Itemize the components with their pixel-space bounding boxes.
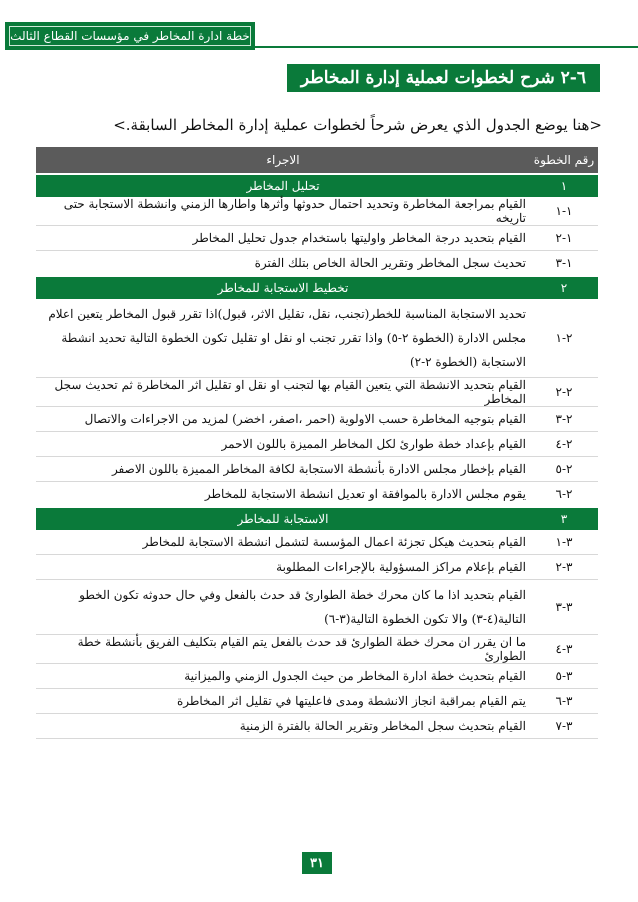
step-number: ٢-٢ [530, 378, 598, 407]
phase-number: ١ [530, 174, 598, 197]
phase-row [36, 507, 598, 530]
step-number: ٢-٦ [530, 482, 598, 508]
table-row [36, 226, 598, 251]
table-row [36, 635, 598, 664]
table-row [36, 251, 598, 277]
table-row [36, 580, 598, 635]
step-number: ٢-٥ [530, 457, 598, 482]
header-procedure: الاجراء [36, 147, 530, 174]
header-title: خطة ادارة المخاطر في مؤسسات القطاع الثالث [9, 26, 251, 46]
step-number: ٢-٣ [530, 407, 598, 432]
table-row [36, 714, 598, 739]
step-number: ٣-٦ [530, 689, 598, 714]
header-rule [253, 46, 638, 48]
steps-table [36, 147, 598, 739]
step-text: القيام بتحديد الانشطة التي يتعين القيام بها لتجنب او نقل او تقليل اثر المخاطرة ثم تحديث سجل المخاطر [36, 378, 530, 407]
header-title-box [5, 22, 255, 50]
step-number: ٢-١ [530, 299, 598, 378]
phase-row [36, 276, 598, 299]
step-text: تحديث سجل المخاطر وتقرير الحالة الخاص بتلك الفترة [36, 251, 530, 277]
phase-title: تحليل المخاطر [36, 174, 530, 197]
table-row [36, 555, 598, 580]
phase-title: تخطيط الاستجابة للمخاطر [36, 276, 530, 299]
section-title: ٦-٢ شرح لخطوات لعملية إدارة المخاطر [287, 64, 600, 92]
table-row [36, 664, 598, 689]
phase-number: ٢ [530, 276, 598, 299]
page-header [0, 0, 638, 50]
table-row [36, 432, 598, 457]
step-number: ١-٣ [530, 251, 598, 277]
step-text: القيام بإخطار مجلس الادارة بأنشطة الاستجابة لكافة المخاطر المميزة باللون الاصفر [36, 457, 530, 482]
step-text: القيام بتحديث خطة ادارة المخاطر من حيث الجدول الزمني والميزانية [36, 664, 530, 689]
step-number: ١-١ [530, 197, 598, 226]
phase-number: ٣ [530, 507, 598, 530]
step-number: ١-٢ [530, 226, 598, 251]
step-text: القيام بتحديث سجل المخاطر وتقرير الحالة بالفترة الزمنية [36, 714, 530, 739]
step-number: ٣-٤ [530, 635, 598, 664]
table-row [36, 530, 598, 555]
step-number: ٣-٢ [530, 555, 598, 580]
table-row [36, 689, 598, 714]
step-text: القيام بإعداد خطة طوارئ لكل المخاطر المميزة باللون الاحمر [36, 432, 530, 457]
step-text: يقوم مجلس الادارة بالموافقة او تعديل انشطة الاستجابة للمخاطر [36, 482, 530, 508]
table-row [36, 457, 598, 482]
step-number: ٣-٥ [530, 664, 598, 689]
phase-title: الاستجابة للمخاطر [36, 507, 530, 530]
step-number: ٣-١ [530, 530, 598, 555]
table-row [36, 299, 598, 378]
phase-row [36, 174, 598, 197]
step-text: تحديد الاستجابة المناسبة للخطر(تجنب، نقل، تقليل الاثر، قبول)اذا تقرر قبول المخاطر يتعين اعلام مجلس الادارة (الخطوة ٢-٥) واذا تقرر تجنب او نقل او تقليل تكون الخطوة التالية تحديد انشطة الاستجابة (الخطوة ٢-٢) [36, 299, 530, 378]
table-row [36, 197, 598, 226]
step-number: ٣-٧ [530, 714, 598, 739]
table-row [36, 482, 598, 508]
header-step-number: رقم الخطوة [530, 147, 598, 174]
table-row [36, 407, 598, 432]
step-text: القيام بإعلام مراكز المسؤولية بالإجراءات المطلوبة [36, 555, 530, 580]
table-header-row [36, 147, 598, 174]
step-text: ما ان يقرر ان محرك خطة الطوارئ قد حدث بالفعل يتم القيام بتكليف الفريق بأنشطة خطة الطوارئ [36, 635, 530, 664]
step-number: ٣-٣ [530, 580, 598, 635]
page-number: ٣١ [302, 852, 332, 874]
step-text: القيام بتحديد درجة المخاطر واوليتها باستخدام جدول تحليل المخاطر [36, 226, 530, 251]
step-text: القيام بتحديث هيكل تجزئة اعمال المؤسسة لتشمل انشطة الاستجابة للمخاطر [36, 530, 530, 555]
step-text: القيام بمراجعة المخاطرة وتحديد احتمال حدوثها وأثرها واطارها الزمني وانشطة الاستجابة حتى تاريخه [36, 197, 530, 226]
step-text: القيام بتوجيه المخاطرة حسب الاولوية (احمر ،اصفر، اخضر) لمزيد من الاجراءات والاتصال [36, 407, 530, 432]
step-text: يتم القيام بمراقبة انجاز الانشطة ومدى فاعليتها في تقليل اثر المخاطرة [36, 689, 530, 714]
table-row [36, 378, 598, 407]
step-number: ٢-٤ [530, 432, 598, 457]
section-intro: <هنا يوضع الجدول الذي يعرض شرحاً لخطوات عملية إدارة المخاطر السابقة.> [113, 116, 602, 134]
step-text: القيام بتحديد اذا ما كان محرك خطة الطوارئ قد حدث بالفعل وفي حال حدوثه تكون الخطو التالية(٤-٣) والا تكون الخطوة التالية(٣-٦) [36, 580, 530, 635]
